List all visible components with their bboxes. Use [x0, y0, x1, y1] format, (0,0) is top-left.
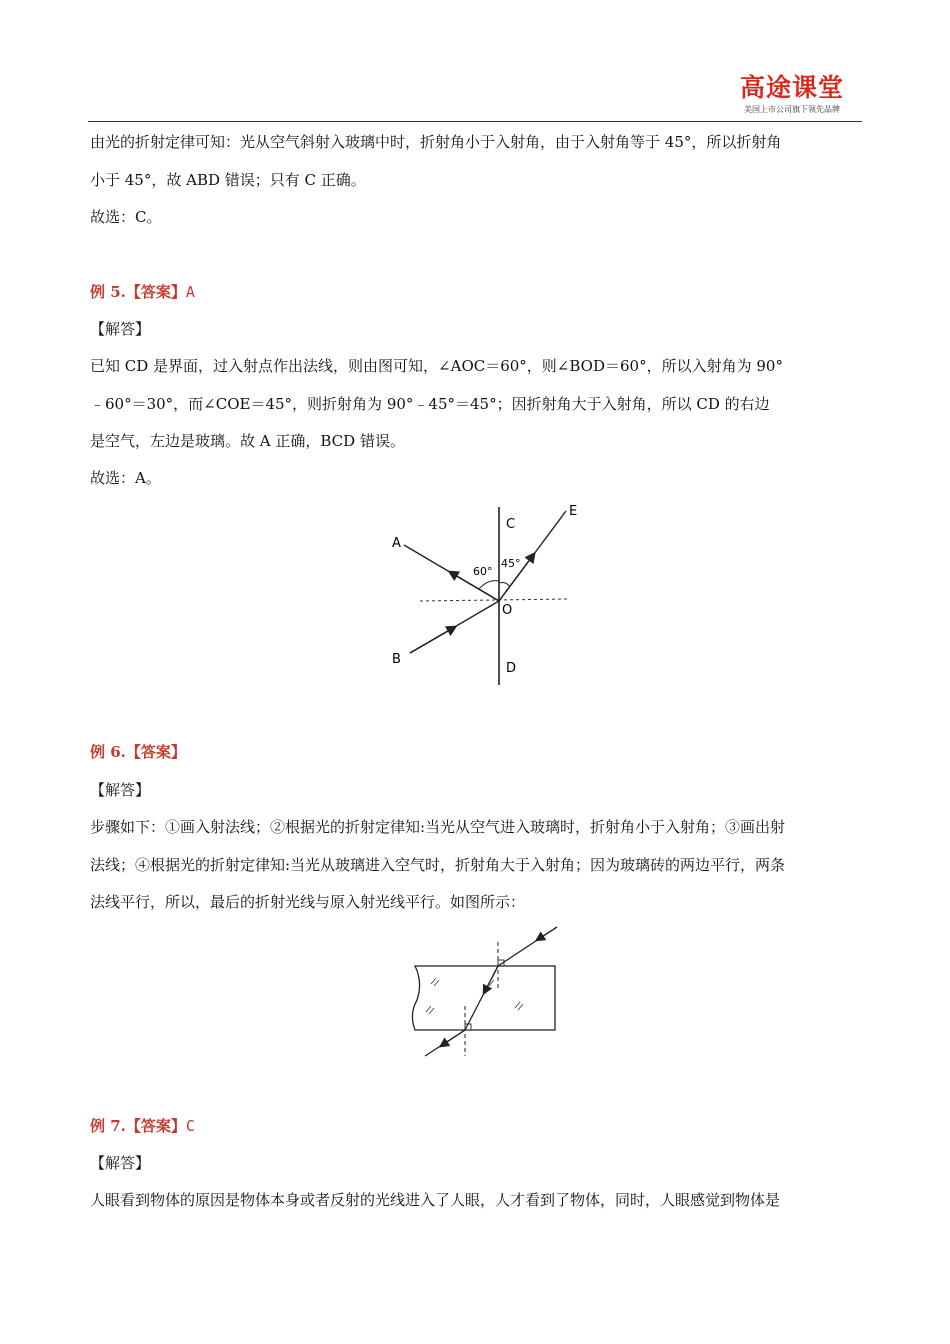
emergent-ray-arrow	[441, 1030, 465, 1046]
ex7-title: 例 7.【答案】	[90, 1117, 186, 1135]
angle-arc-60	[479, 581, 499, 589]
ex6-title: 例 6.【答案】	[90, 743, 186, 761]
ex5-solution-label: 【解答】	[90, 320, 151, 338]
label-a: A	[392, 536, 401, 551]
ex6-solution-label: 【解答】	[90, 781, 151, 799]
ex7-solution-label: 【解答】	[90, 1154, 151, 1172]
ex5-line-3: 是空气，左边是玻璃。故 A 正确，BCD 错误。	[90, 432, 405, 450]
ex7-line-1: 人眼看到物体的原因是物体本身或者反射的光线进入了人眼，人才看到了物体，同时，人眼感觉到物体是	[90, 1191, 781, 1209]
glass-hatch-marks	[426, 978, 523, 1014]
angle-label-60: 60°	[473, 565, 493, 578]
logo-subtitle: 美国上市公司旗下领先品牌	[744, 105, 840, 114]
ex7-answer: C	[185, 1117, 195, 1135]
angle-arc-45	[499, 583, 510, 588]
header-divider	[88, 121, 862, 122]
ex5-answer-line: 故选：A。	[90, 469, 161, 487]
incident-ray-arrow	[537, 927, 557, 940]
glass-slab	[412, 966, 555, 1030]
glass-slab-diagram-ex6	[405, 922, 570, 1062]
refracted-ray-arrow	[484, 966, 498, 993]
label-d: D	[506, 661, 517, 676]
label-e: E	[569, 504, 578, 519]
refraction-diagram-ex5	[380, 495, 590, 695]
label-o: O	[502, 603, 513, 618]
brand-logo	[736, 74, 848, 116]
ray-bo-arrow	[410, 627, 455, 653]
ex7-heading	[90, 1116, 862, 1136]
ex6-line-1: 步骤如下：①画入射法线；②根据光的折射定律知:当光从空气进入玻璃时，折射角小于入射角；③画出射	[90, 818, 786, 836]
logo-text: 高途课堂	[739, 73, 844, 102]
ex5-line-2: ﹣60°＝30°，而∠COE＝45°，则折射角为 90°﹣45°＝45°；因折射角大于入射角，所以 CD 的右边	[90, 395, 770, 413]
ex6-heading	[90, 742, 862, 762]
prev-line-1: 由光的折射定律可知：光从空气斜射入玻璃中时，折射角小于入射角，由于入射角等于 45°，所以折射角	[90, 133, 782, 151]
ex6-line-3: 法线平行，所以，最后的折射光线与原入射光线平行。如图所示：	[90, 893, 526, 911]
ex5-title: 例 5.【答案】	[90, 283, 186, 301]
prev-answer: 故选：C。	[90, 208, 162, 226]
ex5-line-1: 已知 CD 是界面，过入射点作出法线，则由图可知，∠AOC＝60°，则∠BOD＝60°，所以入射角为 90°	[90, 357, 783, 375]
ex6-line-2: 法线；④根据光的折射定律知:当光从玻璃进入空气时，折射角大于入射角；因为玻璃砖的两边平行，两条	[90, 856, 786, 874]
angle-label-45: 45°	[501, 557, 521, 570]
label-c: C	[506, 517, 516, 532]
ex5-answer: A	[185, 283, 195, 301]
prev-line-2: 小于 45°，故 ABD 错误；只有 C 正确。	[90, 171, 366, 189]
normal-dashed-line	[420, 599, 568, 601]
label-b: B	[392, 652, 401, 667]
ex5-heading	[90, 282, 862, 302]
